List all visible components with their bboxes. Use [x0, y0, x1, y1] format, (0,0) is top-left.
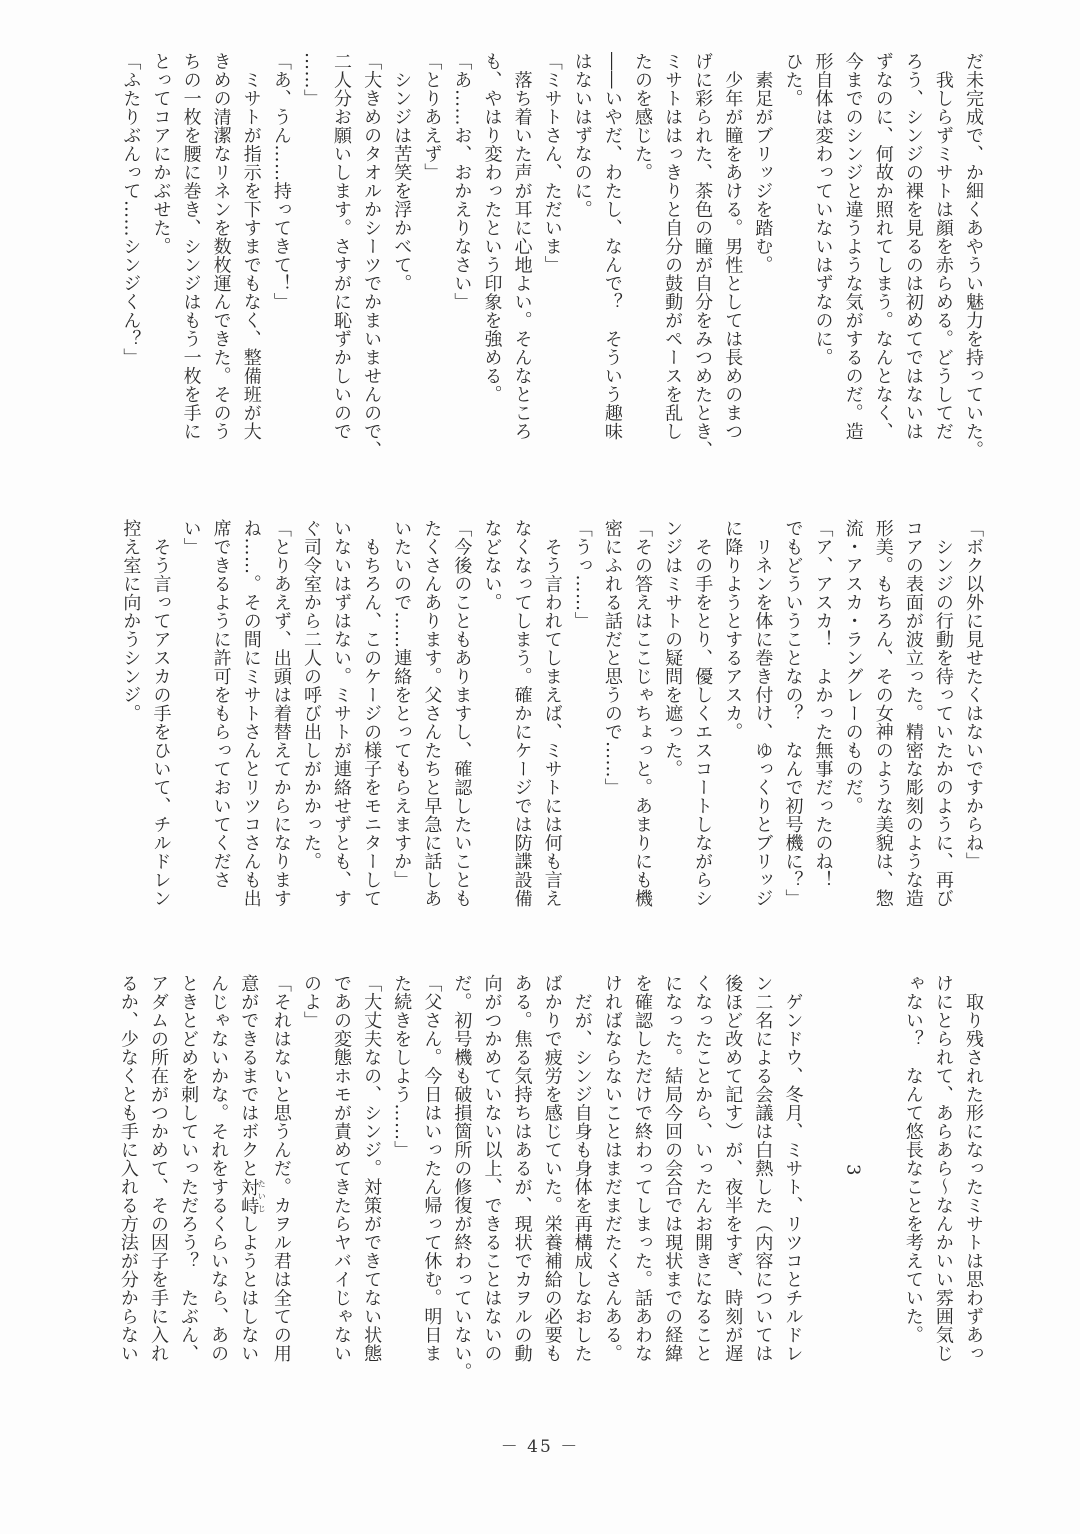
text-line: きめの清潔なリネンを数枚運んできた。そのう: [210, 52, 232, 441]
text-line: 「あ、うん……持ってきて！」: [270, 52, 292, 311]
page-number: － 45 －: [500, 1437, 580, 1457]
text-line: も、やはり変わったという印象を強める。: [481, 52, 503, 404]
ruby-reading: たいじ: [257, 1177, 267, 1215]
text-line: たのを感じた。: [631, 52, 653, 182]
blank-line: [868, 974, 898, 1366]
text-line: ……」: [300, 52, 322, 108]
text-line: 少年が瞳をあける。男性としては長めのまつ: [722, 52, 744, 441]
text-line: くなったことから、いったんお開きになること: [692, 974, 714, 1363]
text-line: ――いやだ、わたし、なんで？ そういう趣味: [601, 52, 623, 441]
text-line: 向がつかめていない以上、できることはないの: [481, 974, 503, 1363]
text-line: 「大きめのタオルかシーツでかまいませんので、: [361, 52, 383, 459]
text-segment: しようとはしない: [238, 1214, 260, 1363]
text-line: ゃない？ なんて悠長なことを考えていた。: [902, 974, 924, 1344]
text-line: リネンを体に巻き付け、ゆっくりとブリッジ: [752, 519, 774, 908]
text-line: とってコアにかぶせた。: [150, 52, 172, 256]
text-line: 二人分お願いします。さすがに恥ずかしいので: [331, 52, 353, 441]
text-line: を確認しただけで終わってしまった。話あわな: [631, 974, 653, 1363]
blank-line: [807, 974, 837, 1366]
text-line: ひた。: [782, 52, 804, 108]
text-line: ずなのに、何故か照れてしまう。なんとなく、: [872, 52, 894, 441]
text-line: 「それはないと思うんだ。カヲル君は全ての用: [270, 974, 292, 1363]
text-block-top: [115, 52, 988, 459]
text-line: ミサトははっきりと自分の鼓動がペースを乱し: [662, 52, 684, 441]
text-line: 取り残された形になったミサトは思わずあっ: [963, 974, 984, 1363]
text-line: もちろん、このケージの様子をモニターして: [361, 519, 383, 908]
text-line: その手をとり、優しくエスコートしながらシ: [692, 519, 714, 908]
text-line: シンジは苦笑を浮かべて。: [391, 52, 413, 293]
text-line: ちの一枚を腰に巻き、シンジはもう一枚を手に: [180, 52, 202, 441]
text-line: ときとどめを刺していっただろう？ たぶん、: [178, 974, 200, 1363]
text-line: 流・アスカ・ラングレーのものだ。: [842, 519, 864, 815]
text-line: ミサトが指示を下すまでもなく、整備班が大: [240, 52, 262, 441]
text-block-middle: [115, 519, 988, 911]
text-line: 「とりあえず、出頭は着替えてからになります: [270, 519, 292, 908]
text-line: 「とりあえず」: [421, 52, 443, 182]
text-line: いたいので……連絡をとってもらえますか」: [391, 519, 413, 889]
text-line: のよ」: [300, 974, 322, 1030]
text-line: アダムの所在がつかめて、その因子を手に入れ: [147, 974, 169, 1363]
text-line: 「父さん。今日はいったん帰って休む。明日ま: [421, 974, 443, 1363]
text-line: 後ほど改めて記す）が、夜半をすぎ、時刻が遅: [722, 974, 744, 1363]
text-line: 「あ……お、おかえりなさい」: [451, 52, 473, 311]
text-line: ンジはミサトの疑問を遮った。: [662, 519, 684, 778]
text-line: であの変態ホモが責めてきたらヤバイじゃない: [331, 974, 353, 1363]
ruby-word: [238, 1177, 267, 1215]
text-line: 「その答えはここじゃちょっと。あまりにも機: [631, 519, 653, 908]
text-line: ン二名による会議は白熱した（内容については: [752, 974, 774, 1363]
text-line: [233, 974, 266, 1366]
ruby-base: 対峙: [238, 1177, 260, 1215]
text-line: だが、シンジ自身も身体を再構成しなおした: [571, 974, 593, 1363]
text-line: だ。初号機も破損箇所の修復が終わっていない。: [451, 974, 473, 1381]
text-line: 今までのシンジと違うような気がするのだ。造: [842, 52, 864, 441]
text-line: 「今後のこともありますし、確認したいことも: [451, 519, 473, 908]
text-line: 形自体は変わっていないはずなのに。: [812, 52, 834, 367]
text-line: げに彩られた、茶色の瞳が自分をみつめたとき、: [692, 52, 714, 459]
text-line: たくさんあります。父さんたちと早急に話しあ: [421, 519, 443, 908]
text-line: 「ふたりぶんって……シンジくん？」: [120, 52, 142, 367]
text-line: そう言ってアスカの手をひいて、チルドレン: [150, 519, 172, 908]
text-line: 「ボク以外に見せたくはないですからね」: [963, 519, 984, 871]
text-line: ばかりで疲労を感じていた。栄養補給の必要も: [541, 974, 563, 1363]
text-line: 「うっ……」: [571, 519, 593, 630]
text-line: はないはずなのに。: [571, 52, 593, 219]
text-line: ろう、シンジの裸を見るのは初めてではないは: [902, 52, 924, 441]
text-line: なくなってしまう。確かにケージでは防諜設備: [511, 519, 533, 908]
text-line: ゲンドウ、冬月、ミサト、リツコとチルドレ: [782, 974, 804, 1363]
text-block-bottom: [115, 974, 988, 1381]
text-line: 席できるように許可をもらっておいてくださ: [210, 519, 232, 889]
text-line: けにとられて、あらあら～なんかいい雰囲気じ: [932, 974, 954, 1363]
text-line: に降りようとするアスカ。: [722, 519, 744, 741]
text-line: でもどういうことなの？ なんで初号機に？」: [782, 519, 804, 908]
text-line: 我しらずミサトは顔を赤らめる。どうしてだ: [932, 52, 954, 441]
text-line: コアの表面が波立った。精密な彫刻のような造: [902, 519, 924, 908]
section-number: 3: [842, 1164, 864, 1176]
text-line: た続きをしよう……」: [391, 974, 413, 1159]
text-line: 「ミサトさん、ただいま」: [541, 52, 563, 274]
text-line: シンジの行動を待っていたかのように、再び: [932, 519, 954, 908]
text-line: になった。結局今回の会合では現状までの経緯: [662, 974, 684, 1363]
text-line: んじゃないかな。それをするくらいなら、あの: [208, 974, 230, 1363]
text-line: などない。: [481, 519, 503, 612]
text-line: 形美。もちろん、その女神のような美貌は、惣: [872, 519, 894, 908]
text-line: ある。焦る気持ちはあるが、現状でカヲルの動: [511, 974, 533, 1363]
text-line: 密にふれる話だと思うので……」: [601, 519, 623, 797]
text-segment: 意ができるまではボクと: [238, 974, 260, 1178]
text-line: い」: [180, 519, 202, 556]
text-line: いないはずはない。ミサトが連絡せずとも、す: [331, 519, 353, 908]
text-line: 落ち着いた声が耳に心地よい。そんなところ: [511, 52, 533, 441]
text-line: そう言われてしまえば、ミサトには何も言え: [541, 519, 563, 908]
text-line: だ未完成で、か細くあやうい魅力を持っていた。: [963, 52, 984, 459]
text-line: 「大丈夫なの、シンジ。対策ができてない状態: [361, 974, 383, 1363]
text-line: 素足がブリッジを踏む。: [752, 52, 774, 274]
text-line: 「ア、アスカ！ よかった無事だったのね！: [812, 519, 834, 889]
text-line: ぐ司令室から二人の呼び出しがかかった。: [300, 519, 322, 871]
text-line: 控え室に向かうシンジ。: [120, 519, 142, 723]
text-line: るか、少なくとも手に入れる方法が分からない: [117, 974, 139, 1363]
text-line: ね……。その間にミサトさんとリツコさんも出: [240, 519, 262, 908]
text-line: ければならないことはまだまだたくさんある。: [601, 974, 623, 1363]
